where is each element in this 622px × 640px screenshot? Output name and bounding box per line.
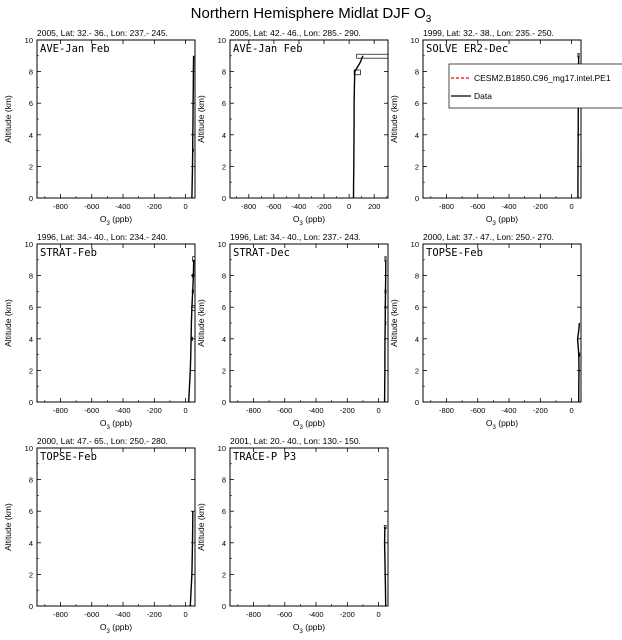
panel-subtitle: 2000, Lat: 37.- 47., Lon: 250.- 270.	[423, 232, 554, 242]
y-tick-label: 2	[221, 366, 226, 376]
panel-8	[196, 436, 388, 635]
x-tick-label: -200	[316, 202, 332, 211]
x-tick-label: -800	[438, 406, 454, 415]
y-tick-label: 10	[217, 444, 226, 453]
x-tick-label: -200	[146, 202, 162, 211]
y-tick-label: 2	[28, 570, 33, 580]
x-tick-label: -800	[438, 202, 454, 211]
plot-area	[190, 511, 193, 606]
y-tick-label: 6	[28, 507, 33, 517]
plot-area	[189, 257, 195, 402]
y-axis-label: Altitude (km)	[196, 299, 206, 347]
legend	[449, 64, 622, 108]
panel-label: STRAT-Feb	[40, 247, 97, 259]
panel-label: STRAT-Dec	[233, 247, 290, 259]
panel-7	[3, 436, 195, 635]
panel-label: TOPSE-Feb	[40, 451, 97, 463]
panel-label: TOPSE-Feb	[426, 247, 483, 259]
x-tick-label: -800	[241, 202, 257, 211]
x-axis-label: $O_3$ (ppb)	[485, 418, 519, 431]
x-tick-label: -200	[339, 610, 355, 619]
panel-1	[3, 28, 195, 227]
y-tick-label: 0	[414, 194, 419, 203]
panel-label: AVE-Jan Feb	[233, 43, 303, 55]
x-tick-label: -600	[84, 610, 100, 619]
y-axis-label: Altitude (km)	[3, 95, 13, 143]
x-tick-label: -800	[245, 406, 261, 415]
y-tick-label: 2	[414, 366, 419, 376]
legend-box	[449, 64, 622, 108]
y-tick-label: 2	[414, 162, 419, 172]
y-tick-label: 6	[221, 303, 226, 313]
y-axis-label: Altitude (km)	[196, 503, 206, 551]
y-tick-label: 6	[221, 99, 226, 109]
x-tick-label: 0	[569, 406, 574, 415]
legend-entry: Data	[474, 91, 492, 101]
x-tick-label: 0	[183, 406, 188, 415]
x-axis-label: $O_3$ (ppb)	[485, 214, 519, 227]
x-tick-label: 0	[183, 610, 188, 619]
y-tick-label: 6	[28, 99, 33, 109]
y-axis-label: Altitude (km)	[389, 95, 399, 143]
data-line	[385, 527, 386, 606]
x-tick-label: -800	[245, 610, 261, 619]
panel-4	[3, 232, 195, 431]
y-tick-label: 10	[410, 36, 419, 45]
y-tick-label: 4	[221, 130, 226, 140]
y-tick-label: 4	[28, 334, 33, 344]
y-tick-label: 8	[221, 271, 226, 281]
plot-area	[354, 54, 389, 198]
x-tick-label: 0	[569, 202, 574, 211]
x-tick-label: -400	[501, 202, 517, 211]
x-tick-label: -200	[146, 610, 162, 619]
y-tick-label: 0	[28, 398, 33, 407]
y-tick-label: 2	[221, 162, 226, 172]
data-line	[189, 260, 194, 402]
y-tick-label: 8	[414, 67, 419, 77]
y-tick-label: 4	[28, 130, 33, 140]
panel-subtitle: 2005, Lat: 42.- 46., Lon: 285.- 290.	[230, 28, 361, 38]
panel-label: SOLVE ER2-Dec	[426, 43, 509, 55]
y-tick-label: 8	[221, 475, 226, 485]
y-tick-label: 10	[24, 240, 33, 249]
y-tick-label: 4	[414, 334, 419, 344]
x-tick-label: 0	[183, 202, 188, 211]
panel-2	[196, 28, 388, 227]
x-tick-label: -600	[470, 406, 486, 415]
panel-label: TRACE-P P3	[233, 451, 297, 463]
y-tick-label: 6	[28, 303, 33, 313]
x-tick-label: -200	[146, 406, 162, 415]
y-tick-label: 2	[28, 366, 33, 376]
data-line	[385, 260, 386, 402]
y-tick-label: 10	[410, 240, 419, 249]
panel-subtitle: 1996, Lat: 34.- 40., Lon: 234.- 240.	[37, 232, 168, 242]
x-tick-label: -600	[470, 202, 486, 211]
y-tick-label: 0	[221, 194, 226, 203]
x-tick-label: -800	[52, 610, 68, 619]
y-tick-label: 0	[221, 602, 226, 611]
y-tick-label: 4	[221, 334, 226, 344]
x-axis-label: $O_3$ (ppb)	[99, 622, 133, 635]
y-tick-label: 0	[221, 398, 226, 407]
y-tick-label: 2	[28, 162, 33, 172]
panel-grid	[3, 28, 622, 635]
plot-area	[384, 525, 386, 606]
x-tick-label: -800	[52, 202, 68, 211]
panel-5	[196, 232, 388, 431]
x-tick-label: 0	[376, 610, 381, 619]
panel-3	[389, 28, 622, 227]
x-tick-label: -400	[501, 406, 517, 415]
y-tick-label: 10	[24, 444, 33, 453]
y-tick-label: 8	[28, 67, 33, 77]
data-line	[578, 323, 580, 402]
x-axis-label: $O_3$ (ppb)	[99, 418, 133, 431]
plot-frame	[37, 448, 195, 606]
y-axis-label: Altitude (km)	[3, 299, 13, 347]
data-line	[192, 56, 194, 198]
x-tick-label: 0	[376, 406, 381, 415]
x-tick-label: -600	[277, 406, 293, 415]
x-axis-label: $O_3$ (ppb)	[292, 418, 326, 431]
x-tick-label: -400	[308, 610, 324, 619]
plot-area	[578, 323, 580, 402]
x-tick-label: 0	[347, 202, 352, 211]
y-tick-label: 6	[414, 99, 419, 109]
y-tick-label: 4	[28, 538, 33, 548]
x-axis-label: $O_3$ (ppb)	[292, 622, 326, 635]
y-tick-label: 10	[24, 36, 33, 45]
y-tick-label: 10	[217, 36, 226, 45]
y-tick-label: 10	[217, 240, 226, 249]
y-tick-label: 4	[414, 130, 419, 140]
data-line	[190, 511, 193, 606]
plot-frame	[37, 244, 195, 402]
y-tick-label: 6	[414, 303, 419, 313]
y-tick-label: 0	[28, 194, 33, 203]
plot-area	[385, 257, 387, 402]
legend-entry: CESM2.B1850.C96_mg17.intel.PE1	[474, 73, 611, 83]
y-tick-label: 8	[221, 67, 226, 77]
y-tick-label: 8	[28, 475, 33, 485]
plot-frame	[230, 244, 388, 402]
plot-frame	[230, 448, 388, 606]
y-tick-label: 2	[221, 570, 226, 580]
x-tick-label: -200	[532, 202, 548, 211]
panel-subtitle: 2000, Lat: 47.- 65., Lon: 250.- 280.	[37, 436, 168, 446]
x-tick-label: -400	[308, 406, 324, 415]
y-axis-label: Altitude (km)	[3, 503, 13, 551]
x-tick-label: -400	[291, 202, 307, 211]
y-axis-label: Altitude (km)	[196, 95, 206, 143]
x-tick-label: -400	[115, 406, 131, 415]
y-axis-label: Altitude (km)	[389, 299, 399, 347]
x-axis-label: $O_3$ (ppb)	[292, 214, 326, 227]
y-tick-label: 8	[28, 271, 33, 281]
plot-frame	[230, 40, 388, 198]
x-tick-label: -800	[52, 406, 68, 415]
x-tick-label: -400	[115, 610, 131, 619]
panel-subtitle: 2001, Lat: 20.- 40., Lon: 130.- 150.	[230, 436, 361, 446]
x-axis-label: $O_3$ (ppb)	[99, 214, 133, 227]
plot-frame	[37, 40, 195, 198]
y-tick-label: 0	[28, 602, 33, 611]
panel-subtitle: 2005, Lat: 32.- 36., Lon: 237.- 245.	[37, 28, 168, 38]
panel-6	[389, 232, 581, 431]
x-tick-label: -200	[532, 406, 548, 415]
figure-title: Northern Hemisphere Midlat DJF $O_3$	[190, 5, 432, 25]
x-tick-label: -600	[266, 202, 282, 211]
y-tick-label: 4	[221, 538, 226, 548]
panel-subtitle: 1999, Lat: 32.- 38., Lon: 235.- 250.	[423, 28, 554, 38]
x-tick-label: -600	[277, 610, 293, 619]
y-tick-label: 6	[221, 507, 226, 517]
plot-frame	[423, 244, 581, 402]
y-tick-label: 8	[414, 271, 419, 281]
y-tick-label: 0	[414, 398, 419, 407]
x-tick-label: -400	[115, 202, 131, 211]
x-tick-label: 200	[367, 202, 381, 211]
x-tick-label: -200	[339, 406, 355, 415]
panel-subtitle: 1996, Lat: 34.- 40., Lon: 237.- 243.	[230, 232, 361, 242]
x-tick-label: -600	[84, 406, 100, 415]
plot-area	[192, 56, 194, 198]
data-line	[354, 56, 363, 198]
x-tick-label: -600	[84, 202, 100, 211]
range-box	[357, 54, 388, 58]
panel-label: AVE-Jan Feb	[40, 43, 110, 55]
